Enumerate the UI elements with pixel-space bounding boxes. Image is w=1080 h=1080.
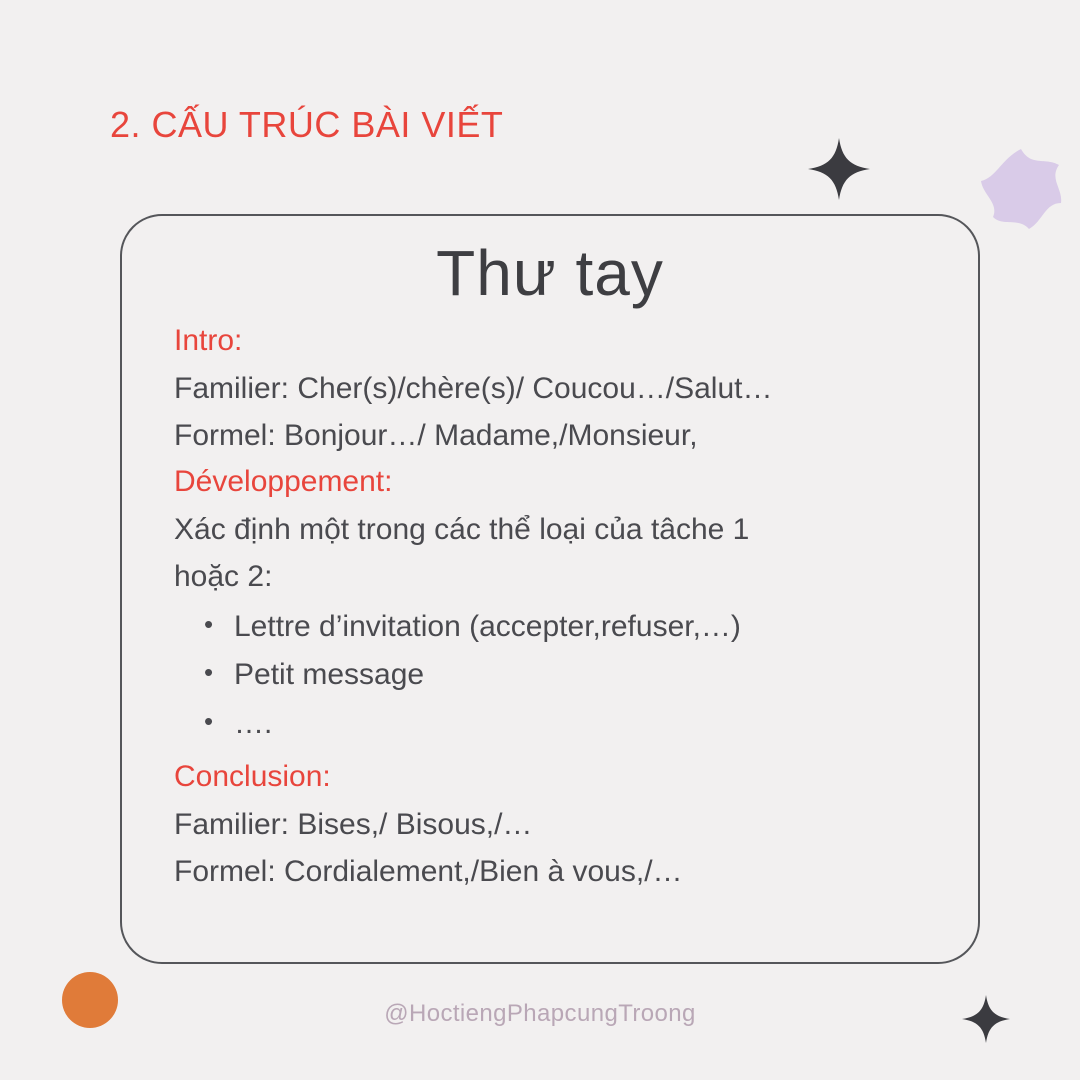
developpement-bullet-list	[174, 603, 978, 749]
intro-line-familier: Familier: Cher(s)/chère(s)/ Coucou…/Salut…	[174, 371, 773, 405]
card-body	[122, 310, 978, 896]
list-item: • Lettre d’invitation (accepter,refuser,…)	[234, 603, 978, 652]
developpement-line-2: hoặc 2:	[174, 560, 273, 594]
card-title: Thư tay	[436, 237, 664, 309]
list-item: • Petit message	[234, 651, 978, 700]
flower-icon	[975, 145, 1067, 241]
account-handle: @HoctiengPhapcungTroong	[384, 1000, 696, 1027]
intro-line-formel: Formel: Bonjour…/ Madame,/Monsieur,	[174, 418, 698, 452]
conclusion-line-familier: Familier: Bises,/ Bisous,/…	[174, 807, 533, 841]
list-item: • ….	[234, 700, 978, 749]
intro-label: Intro:	[174, 324, 243, 357]
page-title: 2. CẤU TRÚC BÀI VIẾT	[110, 104, 504, 145]
developpement-line-1: Xác định một trong các thể loại của tâche 1	[174, 512, 750, 546]
sparkle-icon	[808, 138, 870, 204]
developpement-label: Développement:	[174, 465, 393, 499]
content-card	[120, 214, 980, 964]
conclusion-line-formel: Formel: Cordialement,/Bien à vous,/…	[174, 855, 683, 889]
conclusion-label: Conclusion:	[174, 760, 331, 794]
